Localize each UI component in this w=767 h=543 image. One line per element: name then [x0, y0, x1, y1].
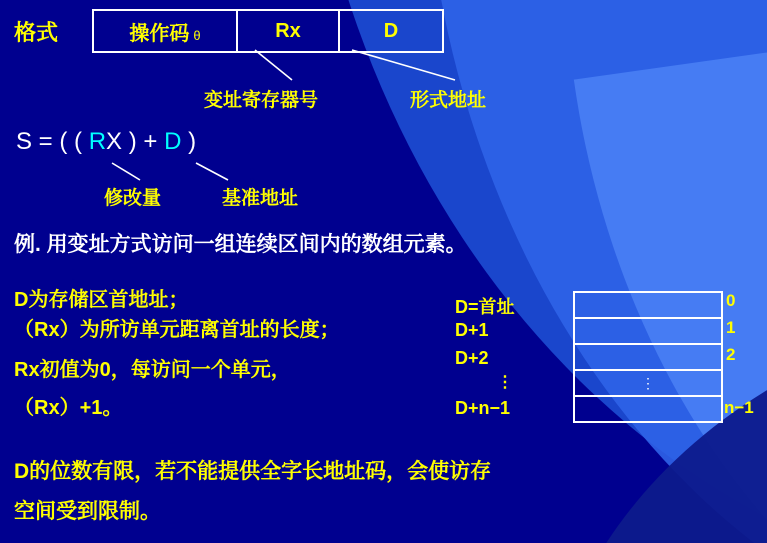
equation-mid: ) + [122, 128, 165, 155]
memory-cell-2 [575, 345, 721, 371]
memory-address-label-2: D+2 [455, 348, 489, 368]
footer-line-1: D的位数有限，若不能提供全字长地址码，会使访存 [14, 460, 492, 483]
memory-cell-1 [575, 319, 721, 345]
format-field-rx-label: Rx [275, 19, 301, 42]
equation-rx-tail: X [106, 128, 123, 155]
memory-address-ellipsis: ⋮ [497, 374, 513, 391]
example-line: 例. 用变址方式访问一组连续区间内的数组元素。 [14, 233, 467, 256]
equation-suffix: ) [181, 128, 197, 155]
callout-right-label: 形式地址 [410, 90, 487, 111]
format-field-opcode-subscript: θ [193, 27, 201, 43]
sub-callout-left-label: 修改量 [104, 188, 162, 209]
memory-index-1: 1 [726, 318, 736, 337]
callout-left-label: 变址寄存器号 [204, 90, 319, 111]
memory-cell-ellipsis: ⋮ [575, 371, 721, 397]
body-line-2: （Rx）为所访单元距离首址的长度； [14, 319, 340, 341]
sub-callout-right-label: 基准地址 [222, 188, 299, 209]
memory-cell-0 [575, 293, 721, 319]
format-field-d-label: D [383, 19, 399, 42]
footer-line-2: 空间受到限制。 [14, 500, 161, 523]
memory-address-label-1: D+1 [455, 320, 489, 340]
body-line-4: （Rx）+1。 [14, 397, 123, 419]
body-line-1: D为存储区首地址； [14, 289, 189, 311]
format-field-opcode-label: 操作码 [129, 22, 190, 45]
body-line-3: Rx初值为0，每访问一个单元， [14, 359, 291, 381]
memory-index-0: 0 [726, 291, 736, 310]
equation-prefix: S = ( ( [16, 128, 89, 155]
equation-d: D [164, 128, 182, 155]
memory-index-2: 2 [726, 345, 736, 364]
equation [16, 128, 196, 156]
memory-address-label-3: D+n−1 [455, 398, 511, 418]
memory-cell-4 [575, 397, 721, 421]
memory-index-3: n−1 [724, 398, 754, 417]
memory-table [573, 291, 723, 423]
format-label: 格式 [14, 20, 59, 45]
memory-address-label-0: D=首址 [455, 297, 515, 317]
equation-rx: R [88, 128, 107, 155]
